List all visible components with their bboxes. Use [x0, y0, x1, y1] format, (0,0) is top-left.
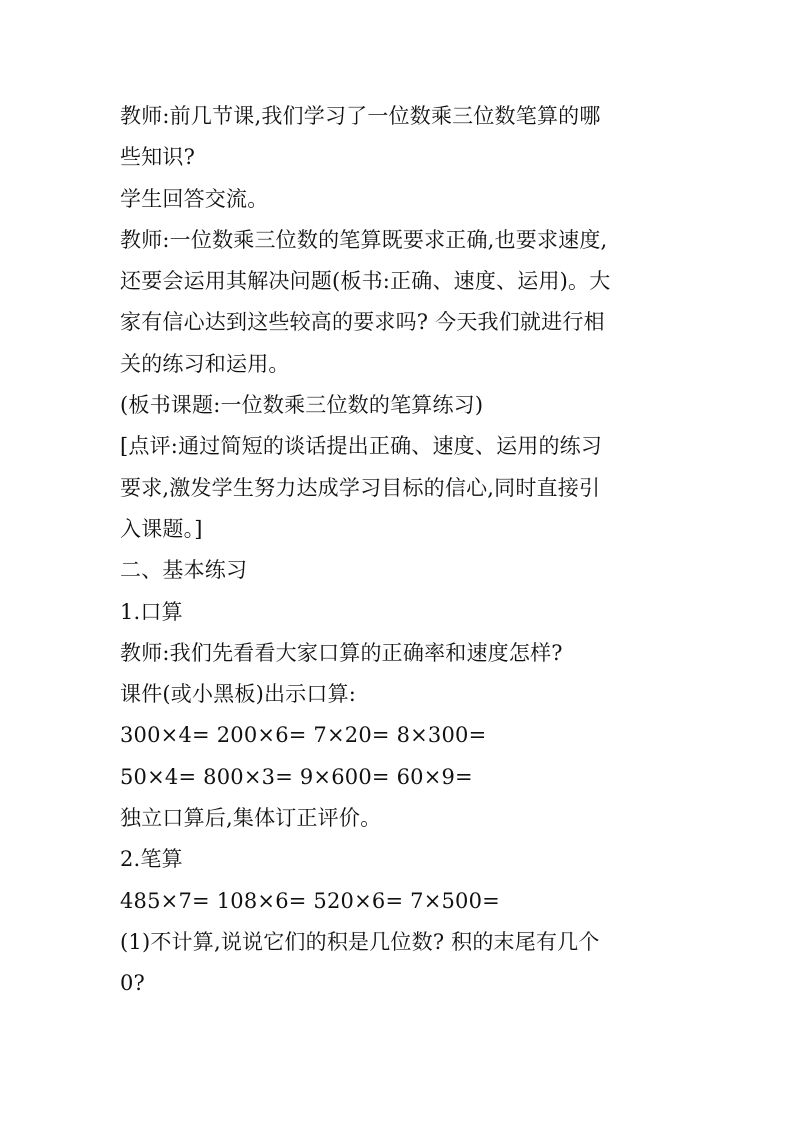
- text-line-oral-question: 教师:我们先看看大家口算的正确率和速度怎样?: [120, 640, 563, 665]
- text-line-student-answer: 学生回答交流。: [120, 186, 269, 211]
- subsection-heading-oral-calculation: 1.口算: [120, 599, 183, 624]
- text-line-question-1: (1)不计算,说说它们的积是几位数? 积的末尾有几个: [120, 929, 600, 954]
- math-line-oral-row-2: 50×4= 800×3= 9×600= 60×9=: [120, 764, 473, 789]
- text-line-comment: [点评:通过简短的谈话提出正确、速度、运用的练习: [120, 434, 603, 459]
- text-line-teacher-requirements: 教师:一位数乘三位数的笔算既要求正确,也要求速度,: [120, 227, 608, 252]
- text-line-teacher-requirements-cont-2: 家有信心达到这些较高的要求吗? 今天我们就进行相: [120, 310, 605, 335]
- text-line-comment-cont-1: 要求,激发学生努力达成学习目标的信心,同时直接引: [120, 475, 601, 500]
- text-line-blackboard-title: (板书课题:一位数乘三位数的笔算练习): [120, 393, 484, 418]
- text-line-correction: 独立口算后,集体订正评价。: [120, 806, 382, 831]
- text-line-teacher-requirements-cont-1: 还要会运用其解决问题(板书:正确、速度、运用)。大: [120, 269, 611, 294]
- text-line-question-1-cont: 0?: [120, 971, 146, 996]
- math-line-written-row: 485×7= 108×6= 520×6= 7×500=: [120, 888, 500, 913]
- math-line-oral-row-1: 300×4= 200×6= 7×20= 8×300=: [120, 723, 487, 748]
- text-line-courseware: 课件(或小黑板)出示口算:: [120, 682, 357, 707]
- text-line-teacher-requirements-cont-3: 关的练习和运用。: [120, 351, 290, 376]
- text-line-teacher-question: 教师:前几节课,我们学习了一位数乘三位数笔算的哪: [120, 104, 601, 128]
- text-line-teacher-question-cont: 些知识?: [120, 145, 196, 170]
- document-body: [120, 96, 680, 1005]
- subsection-heading-written-calculation: 2.笔算: [120, 847, 183, 872]
- text-line-comment-cont-2: 入课题。]: [120, 516, 203, 541]
- section-heading-basic-practice: 二、基本练习: [120, 558, 248, 583]
